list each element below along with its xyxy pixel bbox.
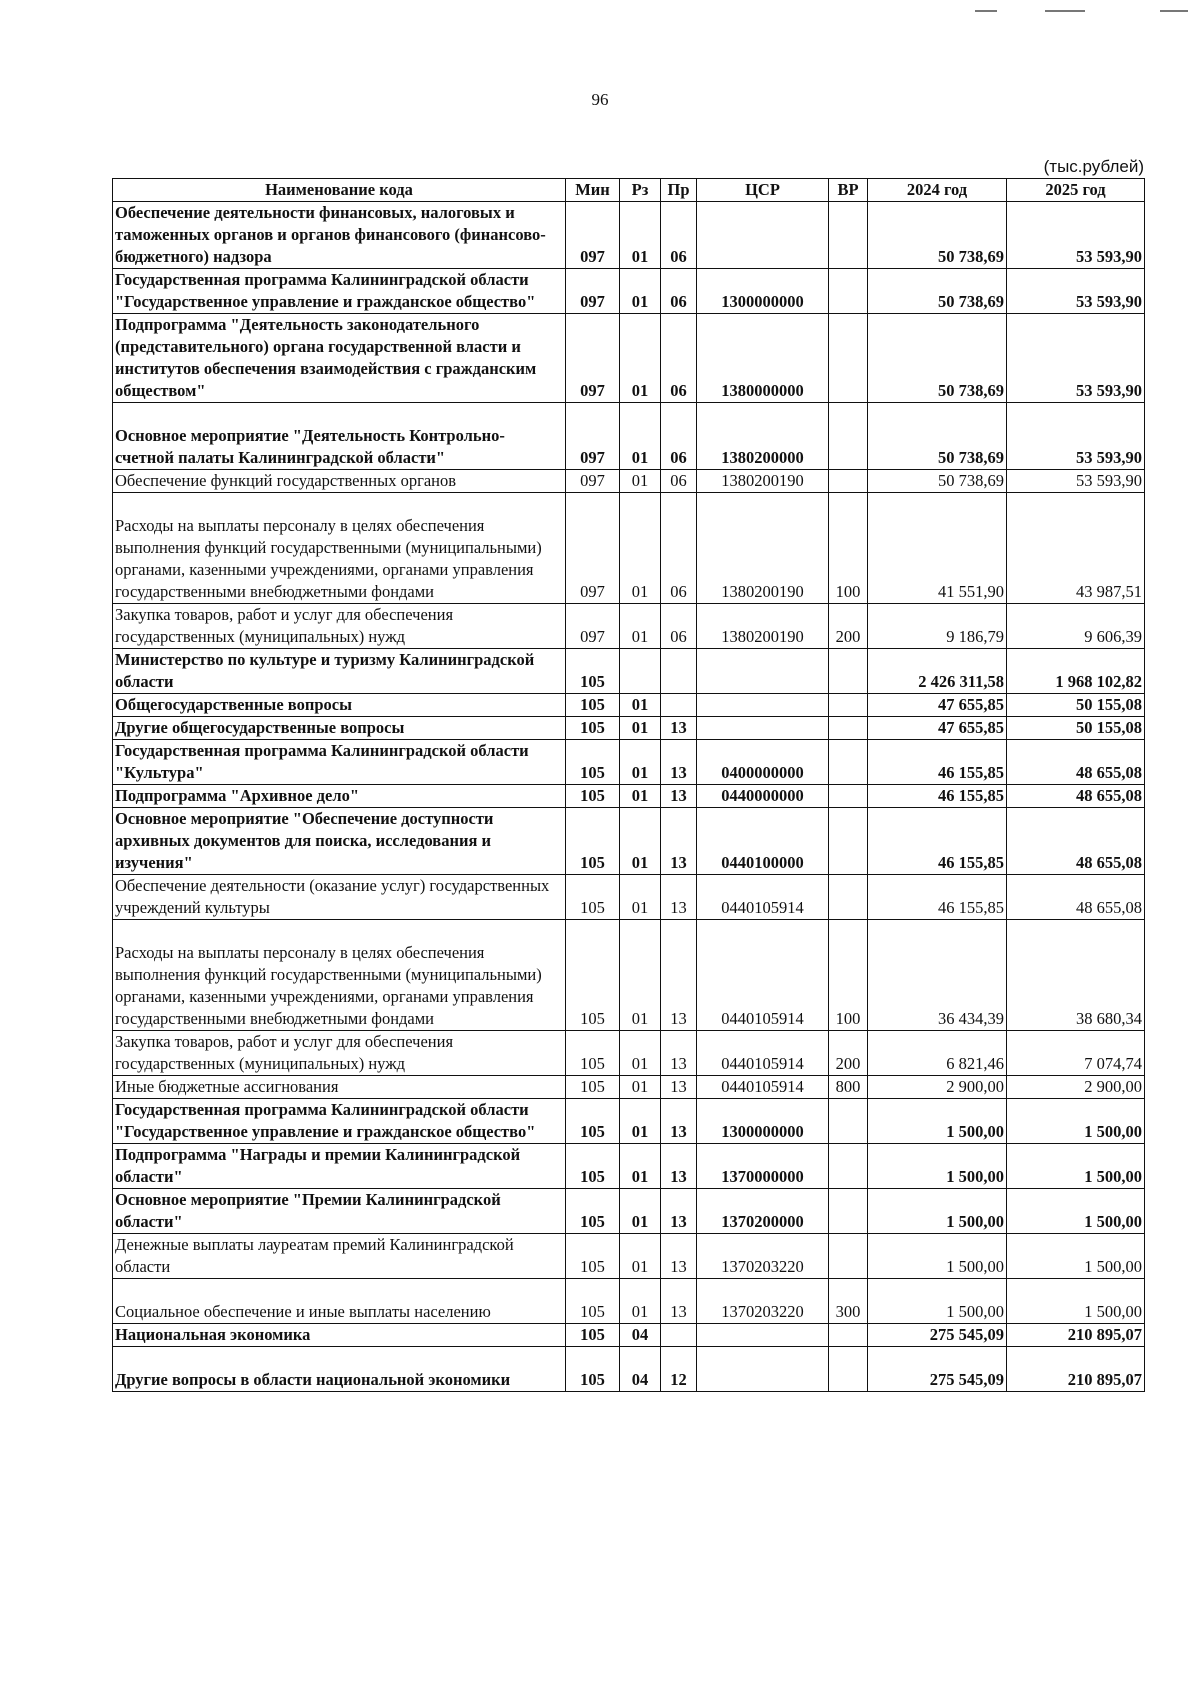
row-csr: 1380000000 <box>697 314 829 403</box>
row-csr: 1300000000 <box>697 269 829 314</box>
row-pr: 13 <box>661 920 697 1031</box>
row-2025: 43 987,51 <box>1007 493 1145 604</box>
row-vr: 200 <box>829 1031 868 1076</box>
row-rz: 01 <box>620 740 661 785</box>
units-label: (тыс.рублей) <box>1043 157 1144 176</box>
row-pr: 12 <box>661 1347 697 1392</box>
table-row <box>113 1324 1145 1347</box>
row-rz: 01 <box>620 269 661 314</box>
row-pr: 13 <box>661 875 697 920</box>
row-name: Основное мероприятие "Обеспечение доступности архивных документов для поиска, исследования и изучения" <box>113 808 566 875</box>
row-pr: 13 <box>661 1189 697 1234</box>
table-row <box>113 1279 1145 1324</box>
row-rz: 01 <box>620 604 661 649</box>
row-name: Основное мероприятие "Премии Калининградской области" <box>113 1189 566 1234</box>
header-2024: 2024 год <box>868 179 1007 202</box>
row-2024: 2 426 311,58 <box>868 649 1007 694</box>
row-rz: 01 <box>620 875 661 920</box>
table-row <box>113 470 1145 493</box>
row-min: 105 <box>566 875 620 920</box>
row-csr <box>697 1347 829 1392</box>
row-2025: 53 593,90 <box>1007 470 1145 493</box>
row-name: Обеспечение деятельности (оказание услуг) государственных учреждений культуры <box>113 875 566 920</box>
table-row <box>113 808 1145 875</box>
row-2024: 9 186,79 <box>868 604 1007 649</box>
row-vr <box>829 1189 868 1234</box>
table-row <box>113 740 1145 785</box>
row-rz: 01 <box>620 314 661 403</box>
row-pr: 13 <box>661 717 697 740</box>
row-min: 105 <box>566 785 620 808</box>
header-pr: Пр <box>661 179 697 202</box>
row-rz: 01 <box>620 1099 661 1144</box>
header-vr: ВР <box>829 179 868 202</box>
row-vr <box>829 314 868 403</box>
table-row <box>113 717 1145 740</box>
row-csr <box>697 717 829 740</box>
row-pr <box>661 694 697 717</box>
header-2025: 2025 год <box>1007 179 1145 202</box>
row-2025: 2 900,00 <box>1007 1076 1145 1099</box>
table-row <box>113 493 1145 604</box>
row-vr: 300 <box>829 1279 868 1324</box>
row-2025: 53 593,90 <box>1007 269 1145 314</box>
row-pr: 13 <box>661 808 697 875</box>
row-min: 105 <box>566 1099 620 1144</box>
row-2025: 1 500,00 <box>1007 1279 1145 1324</box>
row-csr: 1370000000 <box>697 1144 829 1189</box>
row-rz: 01 <box>620 470 661 493</box>
row-2025: 1 968 102,82 <box>1007 649 1145 694</box>
row-2024: 46 155,85 <box>868 808 1007 875</box>
row-2024: 50 738,69 <box>868 403 1007 470</box>
row-2024: 6 821,46 <box>868 1031 1007 1076</box>
row-min: 105 <box>566 808 620 875</box>
row-vr <box>829 808 868 875</box>
row-pr: 06 <box>661 202 697 269</box>
table-row <box>113 1189 1145 1234</box>
table-row <box>113 649 1145 694</box>
row-vr <box>829 1099 868 1144</box>
row-rz: 01 <box>620 1234 661 1279</box>
row-pr: 13 <box>661 1099 697 1144</box>
row-csr <box>697 1324 829 1347</box>
row-name: Другие общегосударственные вопросы <box>113 717 566 740</box>
row-csr: 1380200190 <box>697 470 829 493</box>
row-2025: 1 500,00 <box>1007 1099 1145 1144</box>
row-vr <box>829 1324 868 1347</box>
row-min: 097 <box>566 604 620 649</box>
row-rz: 01 <box>620 920 661 1031</box>
header-name: Наименование кода <box>113 179 566 202</box>
row-csr: 1370203220 <box>697 1279 829 1324</box>
table-row <box>113 202 1145 269</box>
row-vr: 800 <box>829 1076 868 1099</box>
row-min: 097 <box>566 403 620 470</box>
row-2024: 36 434,39 <box>868 920 1007 1031</box>
row-csr: 0440105914 <box>697 1031 829 1076</box>
row-csr <box>697 202 829 269</box>
row-2024: 275 545,09 <box>868 1324 1007 1347</box>
table-row <box>113 1031 1145 1076</box>
row-min: 105 <box>566 1031 620 1076</box>
row-2024: 50 738,69 <box>868 314 1007 403</box>
table-row <box>113 920 1145 1031</box>
row-name: Иные бюджетные ассигнования <box>113 1076 566 1099</box>
row-min: 105 <box>566 717 620 740</box>
row-name: Государственная программа Калининградской области "Государственное управление и гражданское общество" <box>113 269 566 314</box>
row-pr: 06 <box>661 403 697 470</box>
row-2025: 48 655,08 <box>1007 740 1145 785</box>
row-rz: 01 <box>620 493 661 604</box>
row-min: 097 <box>566 314 620 403</box>
row-pr: 13 <box>661 1031 697 1076</box>
row-csr: 1370200000 <box>697 1189 829 1234</box>
row-pr: 13 <box>661 1144 697 1189</box>
row-2024: 47 655,85 <box>868 717 1007 740</box>
table-row <box>113 1347 1145 1392</box>
table-row <box>113 785 1145 808</box>
row-min: 105 <box>566 1279 620 1324</box>
row-csr <box>697 649 829 694</box>
header-min: Мин <box>566 179 620 202</box>
row-pr: 06 <box>661 604 697 649</box>
row-csr: 1370203220 <box>697 1234 829 1279</box>
row-vr <box>829 717 868 740</box>
row-csr: 0440105914 <box>697 920 829 1031</box>
row-rz: 01 <box>620 694 661 717</box>
row-2025: 210 895,07 <box>1007 1347 1145 1392</box>
scan-mark <box>1045 10 1085 12</box>
row-pr: 13 <box>661 785 697 808</box>
row-2024: 275 545,09 <box>868 1347 1007 1392</box>
row-2024: 47 655,85 <box>868 694 1007 717</box>
row-pr: 13 <box>661 1279 697 1324</box>
row-2024: 46 155,85 <box>868 740 1007 785</box>
row-pr: 06 <box>661 493 697 604</box>
row-csr: 1380200000 <box>697 403 829 470</box>
row-2024: 1 500,00 <box>868 1144 1007 1189</box>
row-pr: 13 <box>661 1234 697 1279</box>
row-name: Закупка товаров, работ и услуг для обеспечения государственных (муниципальных) нужд <box>113 604 566 649</box>
row-rz: 04 <box>620 1347 661 1392</box>
row-2025: 1 500,00 <box>1007 1234 1145 1279</box>
row-2025: 50 155,08 <box>1007 717 1145 740</box>
row-rz: 01 <box>620 808 661 875</box>
row-vr <box>829 1347 868 1392</box>
row-name: Подпрограмма "Деятельность законодательного (представительного) органа государственной власти и институтов обеспечения взаимодействия с гражданским обществом" <box>113 314 566 403</box>
row-2024: 41 551,90 <box>868 493 1007 604</box>
row-csr: 0440105914 <box>697 1076 829 1099</box>
budget-table <box>112 178 1145 1392</box>
row-min: 097 <box>566 202 620 269</box>
row-min: 097 <box>566 470 620 493</box>
row-2024: 1 500,00 <box>868 1234 1007 1279</box>
row-min: 105 <box>566 740 620 785</box>
row-name: Другие вопросы в области национальной экономики <box>113 1347 566 1392</box>
row-2024: 2 900,00 <box>868 1076 1007 1099</box>
row-rz: 01 <box>620 1076 661 1099</box>
table-row <box>113 269 1145 314</box>
row-csr: 1380200190 <box>697 604 829 649</box>
row-vr <box>829 875 868 920</box>
row-name: Государственная программа Калининградской области "Культура" <box>113 740 566 785</box>
row-name: Государственная программа Калининградской области "Государственное управление и гражданское общество" <box>113 1099 566 1144</box>
row-min: 105 <box>566 649 620 694</box>
row-2025: 9 606,39 <box>1007 604 1145 649</box>
row-pr <box>661 1324 697 1347</box>
row-2025: 50 155,08 <box>1007 694 1145 717</box>
row-name: Денежные выплаты лауреатам премий Калининградской области <box>113 1234 566 1279</box>
row-rz: 01 <box>620 1279 661 1324</box>
row-pr: 06 <box>661 269 697 314</box>
row-csr: 1380200190 <box>697 493 829 604</box>
row-vr <box>829 694 868 717</box>
row-csr: 0440000000 <box>697 785 829 808</box>
row-rz: 01 <box>620 202 661 269</box>
row-vr: 100 <box>829 920 868 1031</box>
row-2024: 46 155,85 <box>868 785 1007 808</box>
row-2025: 48 655,08 <box>1007 875 1145 920</box>
row-min: 097 <box>566 493 620 604</box>
row-pr: 13 <box>661 740 697 785</box>
row-min: 105 <box>566 694 620 717</box>
row-min: 105 <box>566 1324 620 1347</box>
row-min: 105 <box>566 1189 620 1234</box>
row-rz: 01 <box>620 1144 661 1189</box>
row-2024: 50 738,69 <box>868 470 1007 493</box>
header-rz: Рз <box>620 179 661 202</box>
row-vr <box>829 403 868 470</box>
row-vr <box>829 1144 868 1189</box>
row-rz: 01 <box>620 785 661 808</box>
scan-mark <box>975 10 997 12</box>
row-name: Национальная экономика <box>113 1324 566 1347</box>
row-2025: 7 074,74 <box>1007 1031 1145 1076</box>
row-rz: 01 <box>620 717 661 740</box>
row-2025: 53 593,90 <box>1007 403 1145 470</box>
row-pr: 13 <box>661 1076 697 1099</box>
row-min: 105 <box>566 920 620 1031</box>
row-min: 097 <box>566 269 620 314</box>
row-rz: 01 <box>620 1031 661 1076</box>
row-2024: 50 738,69 <box>868 269 1007 314</box>
header-csr: ЦСР <box>697 179 829 202</box>
row-min: 105 <box>566 1347 620 1392</box>
row-min: 105 <box>566 1234 620 1279</box>
row-vr <box>829 202 868 269</box>
row-rz: 01 <box>620 1189 661 1234</box>
row-2025: 48 655,08 <box>1007 808 1145 875</box>
row-name: Расходы на выплаты персоналу в целях обеспечения выполнения функций государственными (муниципальными) органами, казенными учреждениями, органами управления государственными внебюджетными фондами <box>113 920 566 1031</box>
row-name: Основное мероприятие "Деятельность Контрольно-счетной палаты Калининградской области" <box>113 403 566 470</box>
row-2024: 1 500,00 <box>868 1279 1007 1324</box>
row-rz: 04 <box>620 1324 661 1347</box>
row-vr <box>829 740 868 785</box>
scan-mark <box>1160 10 1188 12</box>
row-2025: 48 655,08 <box>1007 785 1145 808</box>
row-2025: 38 680,34 <box>1007 920 1145 1031</box>
table-row <box>113 694 1145 717</box>
row-vr <box>829 649 868 694</box>
row-csr: 0440105914 <box>697 875 829 920</box>
table-row <box>113 1234 1145 1279</box>
row-2025: 1 500,00 <box>1007 1189 1145 1234</box>
row-min: 105 <box>566 1076 620 1099</box>
page-number: 96 <box>591 90 609 109</box>
row-csr: 0440100000 <box>697 808 829 875</box>
table-row <box>113 1099 1145 1144</box>
row-pr: 06 <box>661 470 697 493</box>
row-name: Социальное обеспечение и иные выплаты населению <box>113 1279 566 1324</box>
row-2025: 210 895,07 <box>1007 1324 1145 1347</box>
row-2025: 53 593,90 <box>1007 314 1145 403</box>
row-vr: 200 <box>829 604 868 649</box>
row-name: Закупка товаров, работ и услуг для обеспечения государственных (муниципальных) нужд <box>113 1031 566 1076</box>
row-rz <box>620 649 661 694</box>
table-row <box>113 1144 1145 1189</box>
row-rz: 01 <box>620 403 661 470</box>
row-vr <box>829 269 868 314</box>
row-2025: 1 500,00 <box>1007 1144 1145 1189</box>
row-name: Обеспечение функций государственных органов <box>113 470 566 493</box>
row-name: Расходы на выплаты персоналу в целях обеспечения выполнения функций государственными (муниципальными) органами, казенными учреждениями, органами управления государственными внебюджетными фондами <box>113 493 566 604</box>
row-name: Подпрограмма "Архивное дело" <box>113 785 566 808</box>
table-row <box>113 875 1145 920</box>
row-csr <box>697 694 829 717</box>
row-name: Министерство по культуре и туризму Калининградской области <box>113 649 566 694</box>
row-2024: 1 500,00 <box>868 1099 1007 1144</box>
row-vr <box>829 470 868 493</box>
row-min: 105 <box>566 1144 620 1189</box>
table-header-row <box>113 179 1145 202</box>
table-row <box>113 314 1145 403</box>
row-2024: 46 155,85 <box>868 875 1007 920</box>
row-2024: 1 500,00 <box>868 1189 1007 1234</box>
row-name: Общегосударственные вопросы <box>113 694 566 717</box>
row-pr: 06 <box>661 314 697 403</box>
row-2024: 50 738,69 <box>868 202 1007 269</box>
row-csr: 0400000000 <box>697 740 829 785</box>
row-csr: 1300000000 <box>697 1099 829 1144</box>
row-vr <box>829 1234 868 1279</box>
row-vr: 100 <box>829 493 868 604</box>
row-name: Обеспечение деятельности финансовых, налоговых и таможенных органов и органов финансового (финансово-бюджетного) надзора <box>113 202 566 269</box>
table-row <box>113 1076 1145 1099</box>
row-vr <box>829 785 868 808</box>
row-pr <box>661 649 697 694</box>
table-row <box>113 403 1145 470</box>
row-2025: 53 593,90 <box>1007 202 1145 269</box>
row-name: Подпрограмма "Награды и премии Калининградской области" <box>113 1144 566 1189</box>
table-row <box>113 604 1145 649</box>
